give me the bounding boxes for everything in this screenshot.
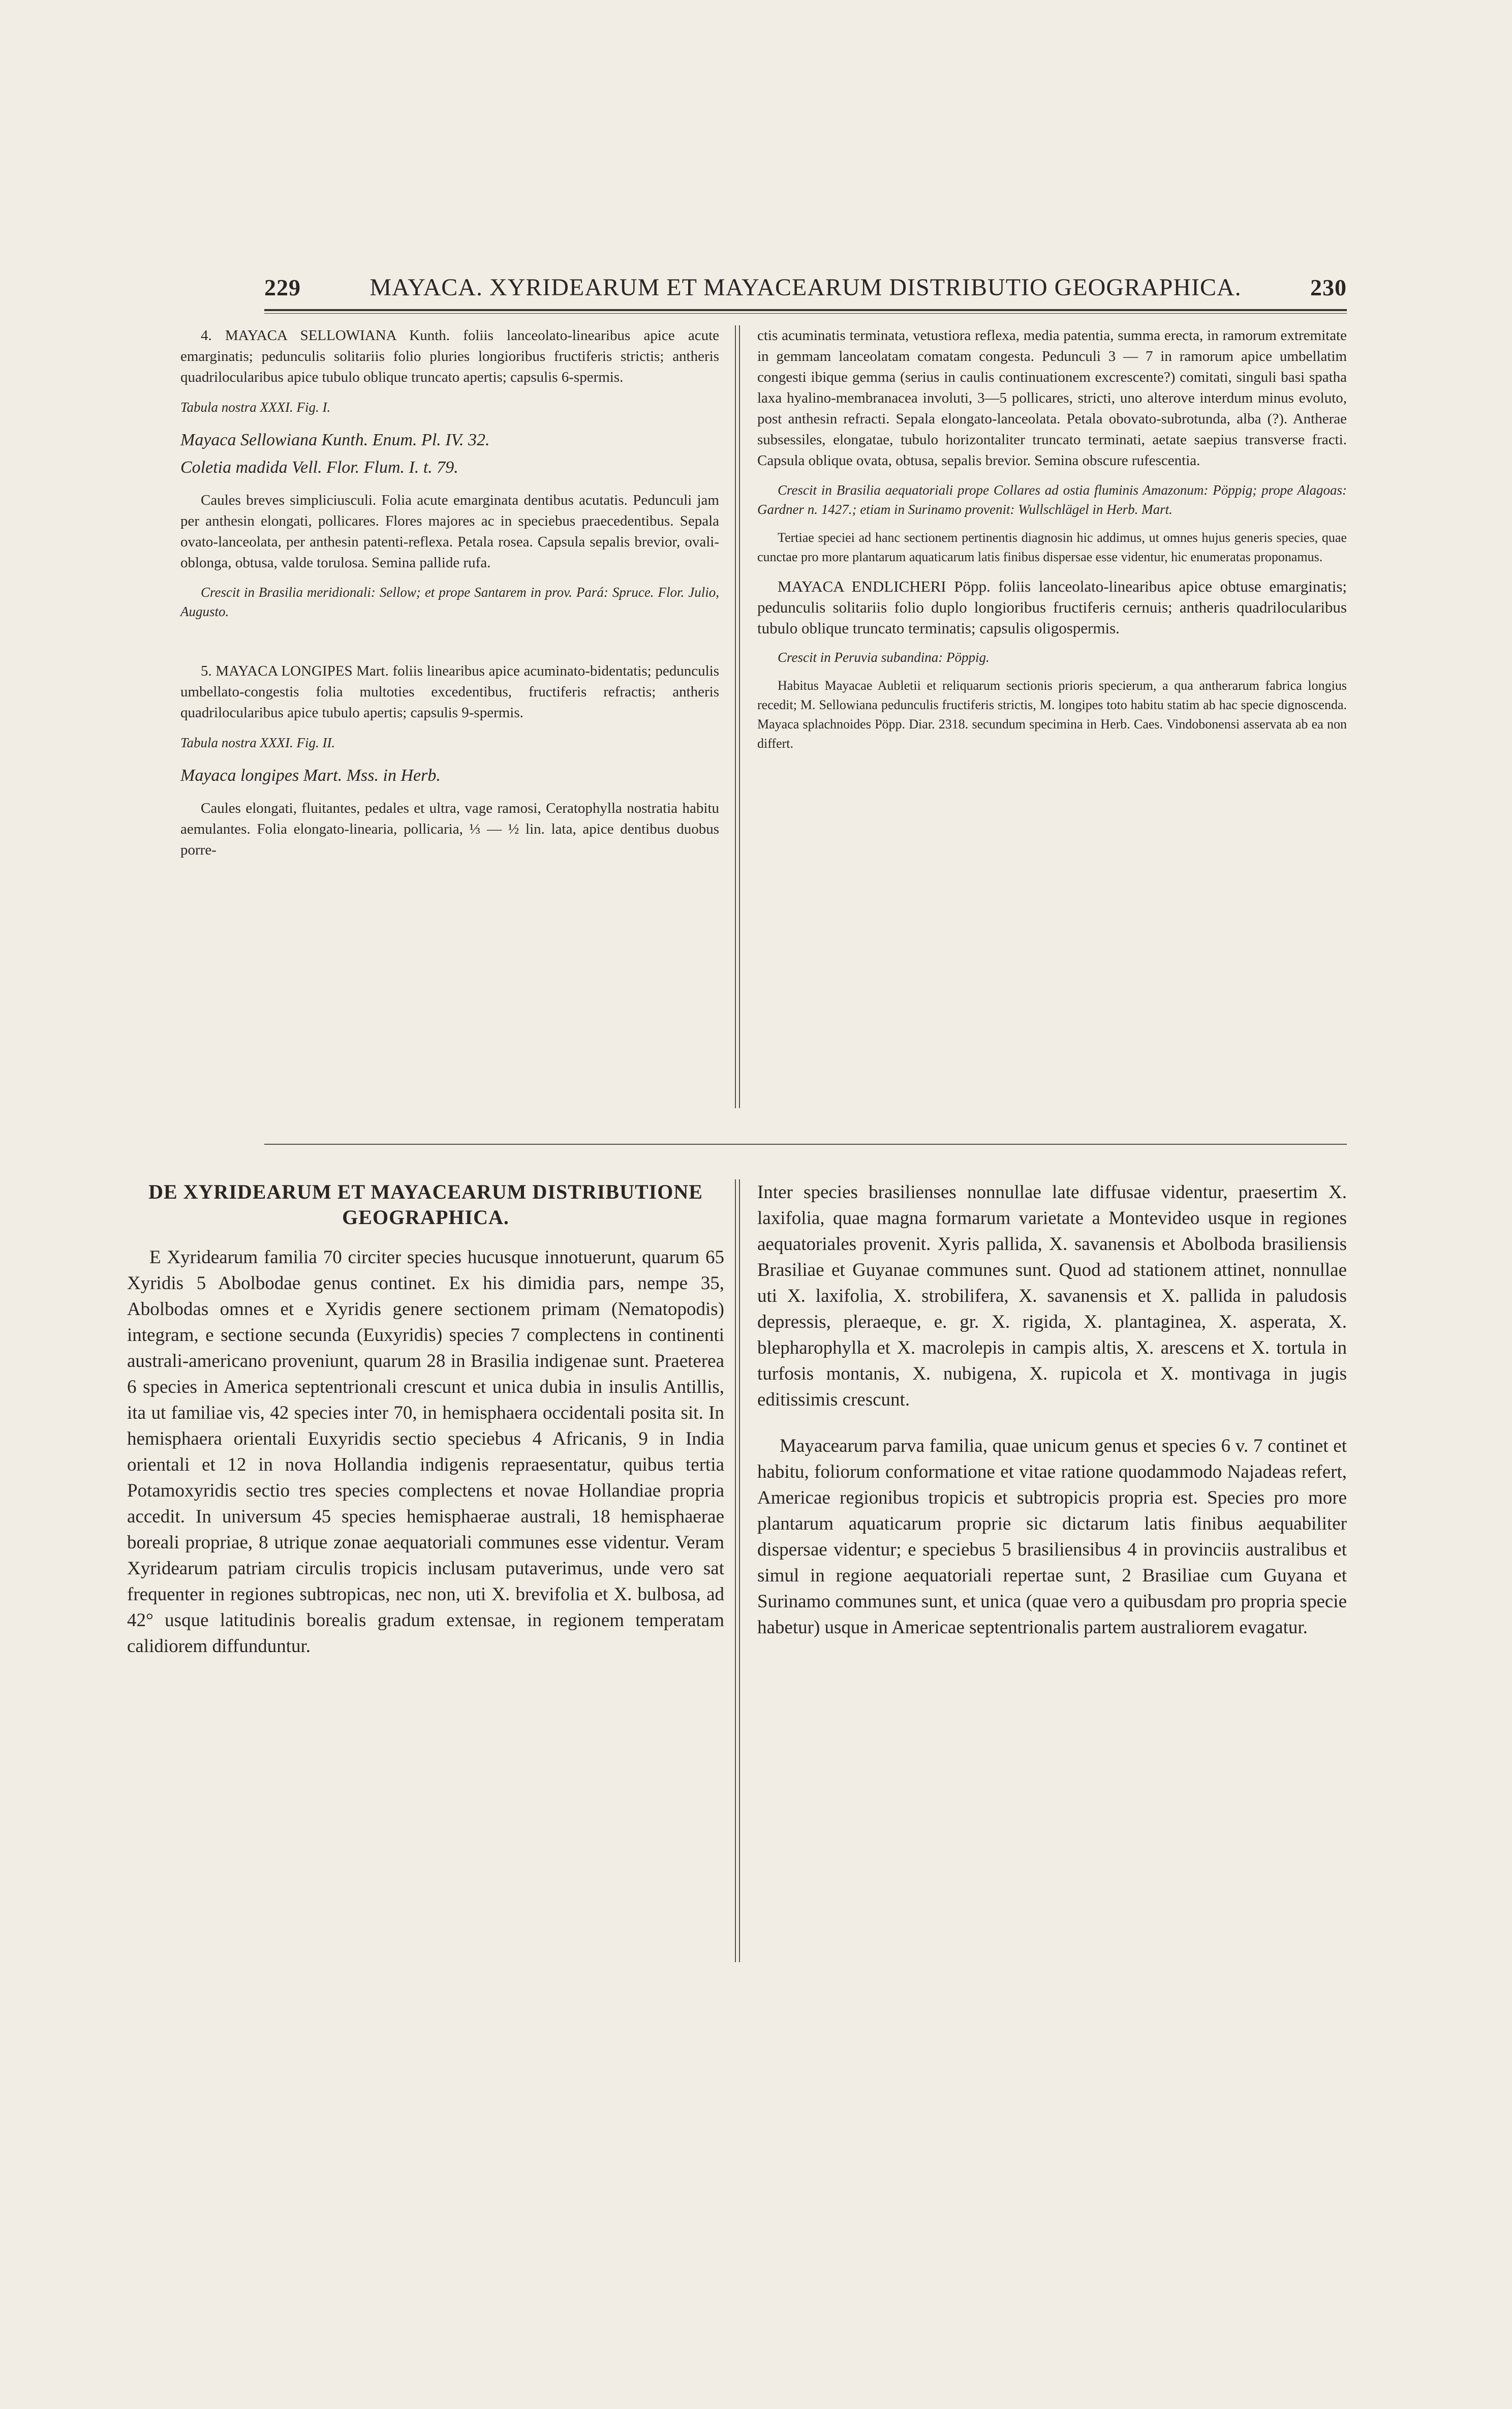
distribution-note: Crescit in Brasilia meridionali: Sellow; et prope Santarem in prov. Pará: Spruce. Flor. Julio, Augusto. [180, 585, 719, 619]
synonym-citation: Mayaca longipes Mart. Mss. in Herb. [180, 766, 441, 785]
body-paragraph: Mayacearum parva familia, quae unicum genus et species 6 v. 7 continet et habitu, foliorum conformatione et vitae ratione quodammodo Najadeas refert, Americae regionibus tropicis et subtropicis propria est. Species pro more plantarum aquaticarum proprie sic dictarum latis finibus aequabiliter dispersae videntur; e speciebus 5 brasiliensibus 4 in provinciis australibus et simul in regione aequatoriali repertae sunt, 2 Brasiliae cum Guyana et Surinamo communes sunt, et unica (quae vero a quibusdam pro propria specie habetur) usque in Americae septentrionalis partem australiorem evagatur. [757, 1436, 1347, 1638]
species-description: Caules elongati, fluitantes, pedales et ultra, vage ramosi, Ceratophylla nostratia habitu aemulantes. Folia elongato-linearia, pollicaria, ⅓ — ½ lin. lata, apice dentibus duobus porre- [180, 800, 719, 858]
upper-left-column [180, 325, 719, 1098]
lower-right-column [757, 1179, 1347, 1972]
body-paragraph: E Xyridearum familia 70 circiter species hucusque innotuerunt, quarum 65 Xyridis 5 Abolbodae genus continet. Ex his dimidia pars, nempe 35, Abolbodas omnes et e Xyridis genere sectionem primam (Nematopodis) integram, e sectione secunda (Euxyridis) species 7 complectens in continenti australi-americano proveniunt, quarum 28 in Brasilia indigenae sunt. Praeterea 6 species in America septentrionali crescunt et unica dubia in insulis Antillis, ita ut familiae vis, 42 species inter 70, in hemisphaera occidentali posita sit. In hemisphaera orientali Euxyridis sectio speciebus 4 Africanis, 9 in India orientali et 12 in nova Hollandia indigenis repraesentatur, quibus tertia Potamoxyridis sectio tres species complectens et novae Hollandiae propria accedit. In universum 45 species hemisphaerae australi, 18 hemisphaerae boreali propriae, 8 utrique zonae aequatoriali communes esse videntur. Veram Xyridearum patriam circulis tropicis inclusam putaverimus, unde vero sat frequenter in regiones subtropicas, nec non, uti X. brevifolia et X. bulbosa, ad 42° usque latitudinis borealis gradum extensae, in regionem temperatam calidiorem diffunduntur. [127, 1247, 724, 1657]
column-divider [739, 325, 740, 1108]
section-divider [264, 1144, 1347, 1145]
page-number-right: 230 [1310, 274, 1347, 300]
species-description: Caules breves simpliciusculi. Folia acute emarginata dentibus acutatis. Pedunculi jam per anthesin elongati, pollicares. Flores majores ac in speciebus praecedentibus. Sepala ovato-lanceolata, per anthesin patenti-reflexa. Petala rosea. Capsula sepalis brevior, ovali-oblonga, obtusa, valde torulosa. Semina pallide rufa. [180, 492, 719, 571]
species-diagnosis: MAYACA ENDLICHERI Pöpp. foliis lanceolato-linearibus apice obtuse emarginatis; pedunculis solitariis folio duplo longioribus fructiferis cernuis; antheris quadrilocularibus tubulo oblique truncato terminatis; capsulis oligospermis. [757, 577, 1347, 637]
column-divider [735, 1179, 736, 1962]
column-divider [735, 325, 736, 1108]
page-number-left: 229 [264, 274, 301, 300]
synonym-citation: Coletia madida Vell. Flor. Flum. I. t. 79. [180, 458, 458, 477]
species-description: ctis acuminatis terminata, vetustiora reflexa, media patentia, summa erecta, in ramorum extremitate in gemmam lanceolatam comatam congesta. Pedunculi 3 — 7 in ramorum apice umbellatim congesti ibique gemma (serius in caulis continuationem excrescente?) comitati, singuli basi spatha laxa hyalino-membranacea involuti, 3—5 pollicares, stricti, uno alterove interdum minus evoluto, post anthesin refracti. Sepala elongato-lanceolata. Petala obovato-subrotunda, alba (?). Antherae subsessiles, elongatae, tubulo horizontaliter truncato terminati, aetate saepius transverse fracti. Capsula oblique ovata, obtusa, sepalis brevior. Semina obscure rufescentia. [757, 327, 1347, 469]
upper-right-column [757, 325, 1347, 1108]
distribution-note: Crescit in Peruvia subandina: Pöppig. [778, 650, 990, 665]
synonym-citation: Mayaca Sellowiana Kunth. Enum. Pl. IV. 32. [180, 431, 490, 449]
running-header [264, 269, 1347, 305]
distribution-note: Crescit in Brasilia aequatoriali prope Collares ad ostia fluminis Amazonum: Pöppig; prope Alagoas: Gardner n. 1427.; etiam in Surinamo provenit: Wullschlägel in Herb. Mart. [757, 482, 1347, 517]
species-diagnosis: 4. MAYACA SELLOWIANA Kunth. foliis lanceolato-linearibus apice acute emarginatis; pedunculis solitariis folio pluries longioribus fructiferis strictis; antheris quadrilocularibus apice tubulo oblique truncato apertis; capsulis 6-spermis. [180, 327, 719, 385]
plate-reference: Tabula nostra XXXI. Fig. I. [180, 400, 331, 415]
column-divider [739, 1179, 740, 1962]
running-title: MAYACA. XYRIDEARUM ET MAYACEARUM DISTRIBUTIO GEOGRAPHICA. [369, 273, 1242, 301]
editorial-note: Tertiae speciei ad hanc sectionem pertinentis diagnosin hic addimus, ut omnes hujus generis species, quae cunctae pro more plantarum aquaticarum latis finibus dispersae esse videntur, hic enumeratas proponamus. [757, 530, 1347, 564]
header-rule-thin [264, 313, 1347, 314]
plate-reference: Tabula nostra XXXI. Fig. II. [180, 735, 335, 750]
species-diagnosis: 5. MAYACA LONGIPES Mart. foliis linearibus apice acuminato-bidentatis; pedunculis umbellato-congestis folia multoties excedentibus, fructiferis refractis; antheris quadrilocularibus apice tubulo apertis; capsulis 9-spermis. [180, 663, 719, 721]
section-heading: DE XYRIDEARUM ET MAYACEARUM DISTRIBUTIONE GEOGRAPHICA. [148, 1180, 703, 1229]
lower-left-column [127, 1179, 724, 1972]
editorial-note: Habitus Mayacae Aubletii et reliquarum sectionis prioris specierum, a qua antherarum fabrica longius recedit; M. Sellowiana pedunculis fructiferis strictis, M. longipes toto habitu statim ab hac specie dignoscenda. Mayaca splachnoides Pöpp. Diar. 2318. secundum specimina in Herb. Caes. Vindobonensi asservata ab ea non differt. [757, 678, 1347, 751]
header-rule [264, 309, 1347, 311]
body-paragraph: Inter species brasilienses nonnullae late diffusae videntur, praesertim X. laxifolia, quae magna formarum varietate a Montevideo usque in regiones aequatoriales provenit. Xyris pallida, X. savanensis et Abolboda brasiliensis Brasiliae et Guyanae communes sunt. Quod ad stationem attinet, nonnullae uti X. laxifolia, X. strobilifera, X. savanensis et X. pallida in paludosis depressis, pleraeque, e. gr. X. rigida, X. plantaginea, X. asperata, X. blepharophylla et X. macrolepis in campis altis, X. arescens et X. tortula in turfosis montanis, X. nubigena, X. rupicola et X. montivaga in jugis editissimis crescunt. [757, 1182, 1347, 1410]
